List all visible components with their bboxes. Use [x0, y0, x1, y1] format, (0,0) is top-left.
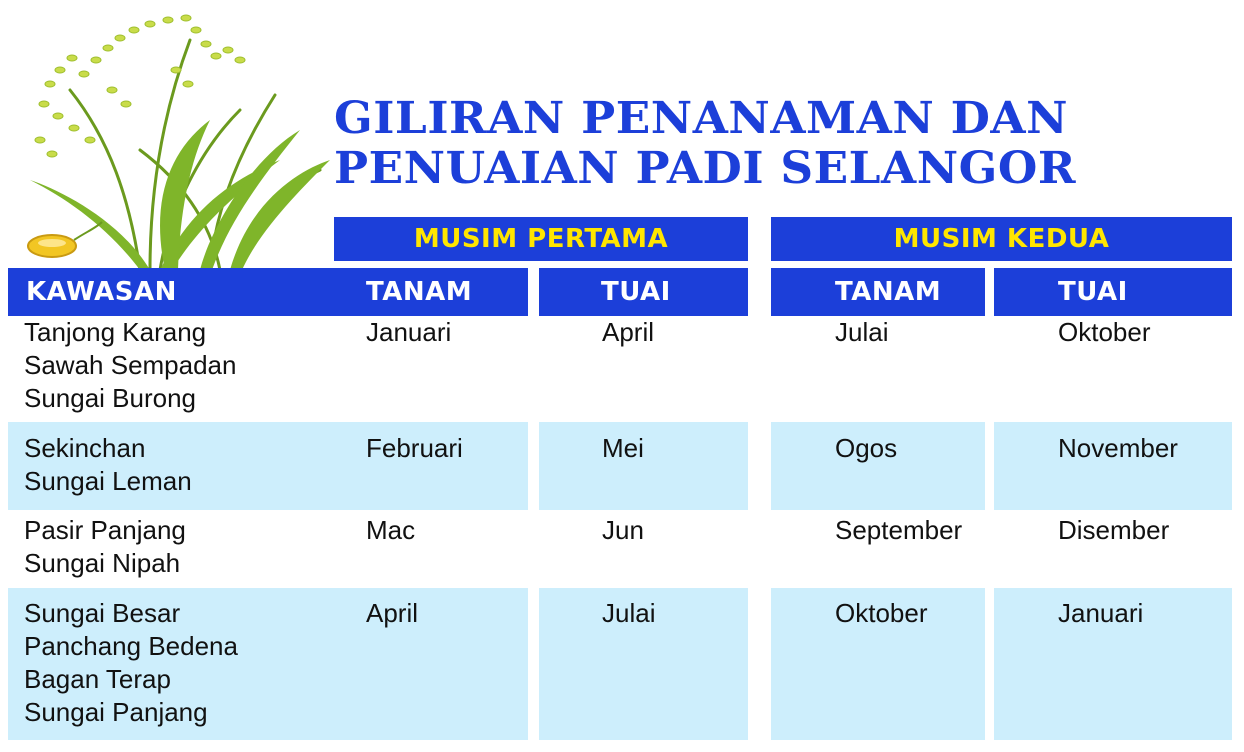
- column-header-tuai-2-label: TUAI: [1058, 277, 1128, 307]
- column-header-kawasan-tanam: [8, 268, 528, 316]
- rice-grain-icon: [28, 222, 102, 257]
- cell-kawasan: Pasir Panjang Sungai Nipah: [24, 515, 186, 578]
- column-header-tanam-2: [771, 268, 985, 316]
- column-header-tuai-1: [539, 268, 748, 316]
- cell-tanam-2: Oktober: [835, 598, 928, 628]
- title-line-1: GILIRAN PENANAMAN DAN: [334, 93, 1069, 144]
- season-label: MUSIM KEDUA: [893, 224, 1110, 254]
- cell-tanam-1: Januari: [366, 317, 452, 347]
- cell-tuai-1: Julai: [602, 598, 656, 628]
- cell-kawasan: Sekinchan Sungai Leman: [24, 433, 192, 496]
- cell-tuai-1: April: [602, 317, 655, 347]
- title-line-2: PENUAIAN PADI SELANGOR: [334, 143, 1077, 194]
- season-label: MUSIM PERTAMA: [413, 224, 669, 254]
- column-header-tuai-2: [994, 268, 1232, 316]
- cell-tanam-2: Ogos: [835, 433, 898, 463]
- cell-tuai-2: Disember: [1058, 515, 1170, 545]
- cell-tuai-2: Oktober: [1058, 317, 1151, 347]
- season-header-pertama: [334, 217, 748, 261]
- cell-kawasan: Tanjong Karang Sawah Sempadan Sungai Burong: [24, 317, 237, 413]
- cell-tuai-1: Mei: [602, 433, 644, 463]
- season-header-kedua: [771, 217, 1232, 261]
- rice-paddy-plant-icon: [0, 0, 340, 272]
- cell-kawasan: Sungai Besar Panchang Bedena Bagan Terap Sungai Panjang: [24, 598, 238, 727]
- cell-tanam-1: April: [366, 598, 419, 628]
- column-header-kawasan: KAWASAN: [26, 277, 177, 307]
- cell-tuai-1: Jun: [602, 515, 644, 545]
- column-header-tanam-2-label: TANAM: [835, 277, 942, 307]
- cell-tanam-2: Julai: [835, 317, 889, 347]
- cell-tanam-1: Mac: [366, 515, 416, 545]
- cell-tanam-2: September: [835, 515, 963, 545]
- column-header-tanam-1: TANAM: [366, 277, 473, 307]
- cell-tuai-2: November: [1058, 433, 1178, 463]
- cell-tanam-1: Februari: [366, 433, 463, 463]
- column-header-tuai-1-label: TUAI: [601, 277, 671, 307]
- cell-tuai-2: Januari: [1058, 598, 1144, 628]
